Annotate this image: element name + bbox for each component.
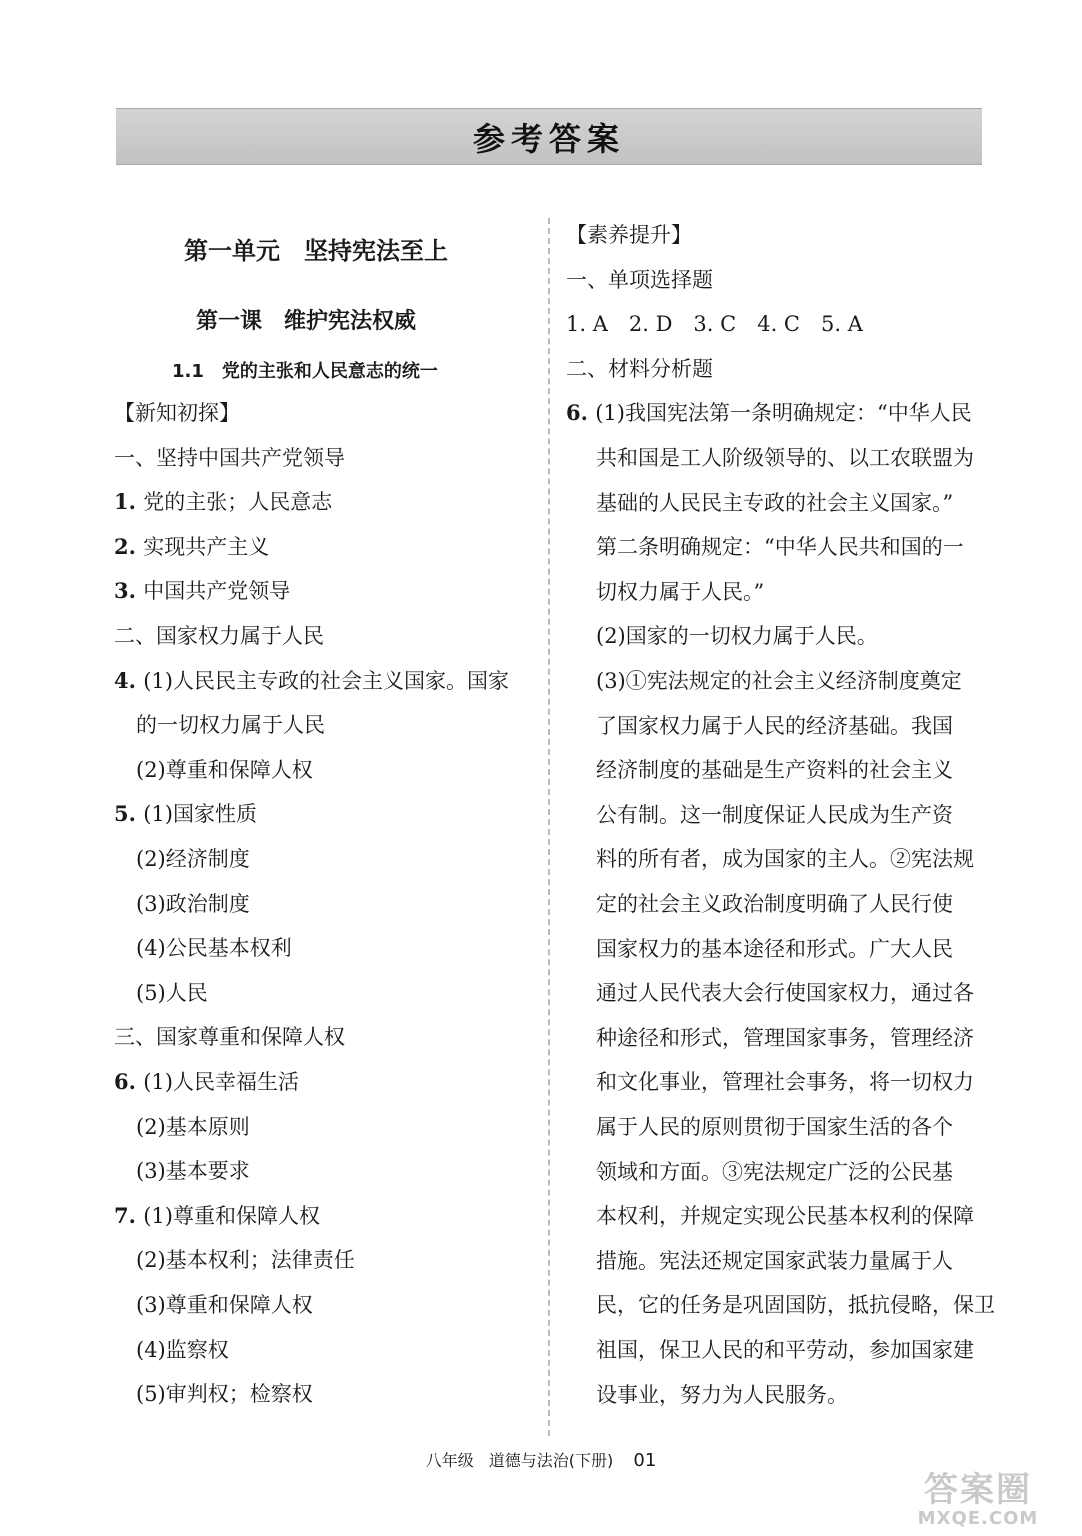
answer-line [596, 1201, 974, 1231]
answer-text: (2)基本原则 [136, 1114, 250, 1139]
answer-text: 种途径和形式，管理国家事务，管理经济 [596, 1025, 974, 1050]
answer-line [596, 711, 953, 741]
answer-text: 属于人民的原则贯彻于国家生活的各个 [596, 1115, 953, 1139]
footer-subject: 道德与法治(下册) [488, 1451, 614, 1470]
answer-line [114, 1201, 320, 1231]
answer-line [566, 398, 972, 428]
answer-line [566, 220, 692, 250]
footer-grade: 八年级 [425, 1451, 474, 1470]
answer-text: 1. A 2. D 3. C 4. C 5. A [566, 312, 863, 337]
answer-text: 领域和方面。③宪法规定广泛的公民基 [596, 1159, 953, 1184]
answer-line [136, 844, 250, 874]
question-number: 7. [114, 1202, 144, 1228]
answer-text: (2)经济制度 [136, 847, 250, 871]
answer-line [596, 1112, 953, 1142]
answer-line [596, 889, 953, 919]
answer-line [596, 1023, 974, 1053]
answer-text: 一、单项选择题 [566, 267, 713, 292]
answer-line [596, 1067, 974, 1097]
answer-text: (3)基本要求 [136, 1159, 250, 1184]
answer-line [136, 1335, 229, 1365]
answer-text: (4)监察权 [136, 1337, 229, 1362]
answer-text: (1)我国宪法第一条明确规定：“中华人民 [595, 401, 972, 426]
answer-line [136, 710, 325, 740]
answer-line [114, 487, 332, 517]
answer-text: 的一切权力属于人民 [136, 713, 325, 738]
banner-title: 参考答案 [472, 119, 625, 158]
question-number: 6. [566, 400, 596, 426]
answer-line [114, 1022, 345, 1052]
answer-text: (5)人民 [136, 980, 208, 1005]
column-divider [548, 218, 550, 1436]
answer-text: 措施。宪法还规定国家武装力量属于人 [596, 1248, 953, 1273]
answer-text: 中国共产党领导 [143, 579, 291, 604]
answer-line [596, 1157, 953, 1187]
answer-text: (2)尊重和保障人权 [136, 757, 313, 782]
answer-line [114, 621, 324, 651]
answer-line [596, 800, 953, 830]
answer-text: (1)尊重和保障人权 [143, 1203, 320, 1228]
answer-line [136, 1156, 250, 1186]
answer-line [114, 443, 345, 473]
answer-line [596, 755, 953, 785]
answer-text: 设事业，努力为人民服务。 [596, 1382, 848, 1407]
answer-line [596, 934, 953, 964]
answer-line [596, 1335, 974, 1365]
answer-line [136, 755, 313, 785]
answer-line [596, 978, 974, 1008]
answer-text: 【新知初探】 [114, 401, 240, 425]
answer-line [114, 398, 240, 428]
answer-line [136, 1290, 313, 1320]
answer-text: (1)人民民主专政的社会主义国家。国家 [143, 668, 509, 693]
answer-line [136, 933, 292, 963]
answer-text: 一、坚持中国共产党领导 [114, 445, 345, 470]
section-heading: 1.1 党的主张和人民意志的统一 [172, 361, 438, 382]
answer-text: (3)尊重和保障人权 [136, 1293, 313, 1317]
answer-line [596, 1380, 848, 1410]
answer-text: 本权利，并规定实现公民基本权利的保障 [596, 1204, 974, 1229]
page-number: 01 [633, 1450, 657, 1471]
question-number: 2. [114, 533, 144, 559]
watermark-logo [888, 1470, 1068, 1530]
answer-text: 和文化事业，管理社会事务，将一切权力 [596, 1070, 974, 1095]
answer-line [114, 1067, 299, 1097]
answer-line [566, 309, 863, 339]
answer-line [596, 443, 974, 473]
answer-text: 党的主张；人民意志 [143, 490, 333, 515]
answer-text: 定的社会主义政治制度明确了人民行使 [596, 892, 953, 916]
answer-line [596, 1290, 995, 1320]
answer-line [596, 666, 962, 696]
watermark-logo-text: 答案圈 [924, 1469, 1032, 1510]
answer-text: 【素养提升】 [566, 223, 692, 247]
answer-line [114, 576, 290, 606]
question-number: 6. [114, 1069, 144, 1094]
answer-text: 共和国是工人阶级领导的、以工农联盟为 [596, 446, 974, 470]
answer-text: 实现共产主义 [143, 534, 270, 559]
answer-line [136, 1112, 250, 1142]
answer-text: (1)人民幸福生活 [143, 1070, 299, 1094]
answer-banner [116, 108, 982, 165]
answer-text: 民，它的任务是巩固国防，抵抗侵略，保卫 [596, 1293, 995, 1318]
question-number: 1. [114, 489, 144, 515]
answer-line [596, 488, 953, 518]
question-number: 5. [114, 801, 144, 827]
answer-text: (1)国家性质 [143, 802, 257, 827]
answer-line [596, 577, 764, 607]
answer-text: (2)基本权利；法律责任 [136, 1248, 355, 1273]
answer-text: 公有制。这一制度保证人民成为生产资 [596, 802, 953, 827]
answer-text: (4)公民基本权利 [136, 936, 292, 961]
answer-line [566, 354, 713, 384]
unit-heading: 第一单元 坚持宪法至上 [184, 237, 448, 265]
answer-line [596, 621, 878, 651]
answer-text: 二、材料分析题 [566, 356, 713, 381]
answer-line [136, 1245, 355, 1275]
answer-text: 国家权力的基本途径和形式。广大人民 [596, 936, 953, 961]
answer-line [114, 532, 269, 562]
lesson-heading: 第一课 维护宪法权威 [196, 309, 417, 334]
answer-text: 基础的人民民主专政的社会主义国家。” [596, 490, 954, 515]
answer-line [596, 1246, 953, 1276]
watermark-url: MXQE.COM [917, 1507, 1039, 1529]
answer-text: 二、国家权力属于人民 [114, 624, 324, 648]
answer-text: 通过人民代表大会行使国家权力，通过各 [596, 981, 974, 1006]
answer-line [596, 532, 964, 562]
answer-text: 三、国家尊重和保障人权 [114, 1025, 345, 1050]
answer-line [114, 799, 257, 829]
answer-text: 第二条明确规定：“中华人民共和国的一 [596, 535, 964, 560]
answer-line [596, 844, 974, 874]
answer-text: 切权力属于人民。” [596, 579, 765, 604]
answer-line [136, 1379, 313, 1409]
answer-line [566, 265, 713, 295]
question-number: 3. [114, 578, 144, 604]
answer-text: (5)审判权；检察权 [136, 1382, 313, 1407]
answer-text: 经济制度的基础是生产资料的社会主义 [596, 758, 953, 783]
answer-text: (3)①宪法规定的社会主义经济制度奠定 [596, 669, 962, 693]
page-footer [0, 1448, 1082, 1471]
answer-text: (3)政治制度 [136, 891, 250, 916]
answer-text: 了国家权力属于人民的经济基础。我国 [596, 713, 953, 738]
question-number: 4. [114, 667, 144, 693]
answer-line [114, 666, 509, 696]
answer-text: 祖国，保卫人民的和平劳动，参加国家建 [596, 1338, 974, 1362]
answer-line [136, 889, 250, 919]
answer-text: (2)国家的一切权力属于人民。 [596, 624, 878, 649]
answer-line [136, 978, 208, 1008]
answer-text: 料的所有者，成为国家的主人。②宪法规 [596, 847, 974, 872]
